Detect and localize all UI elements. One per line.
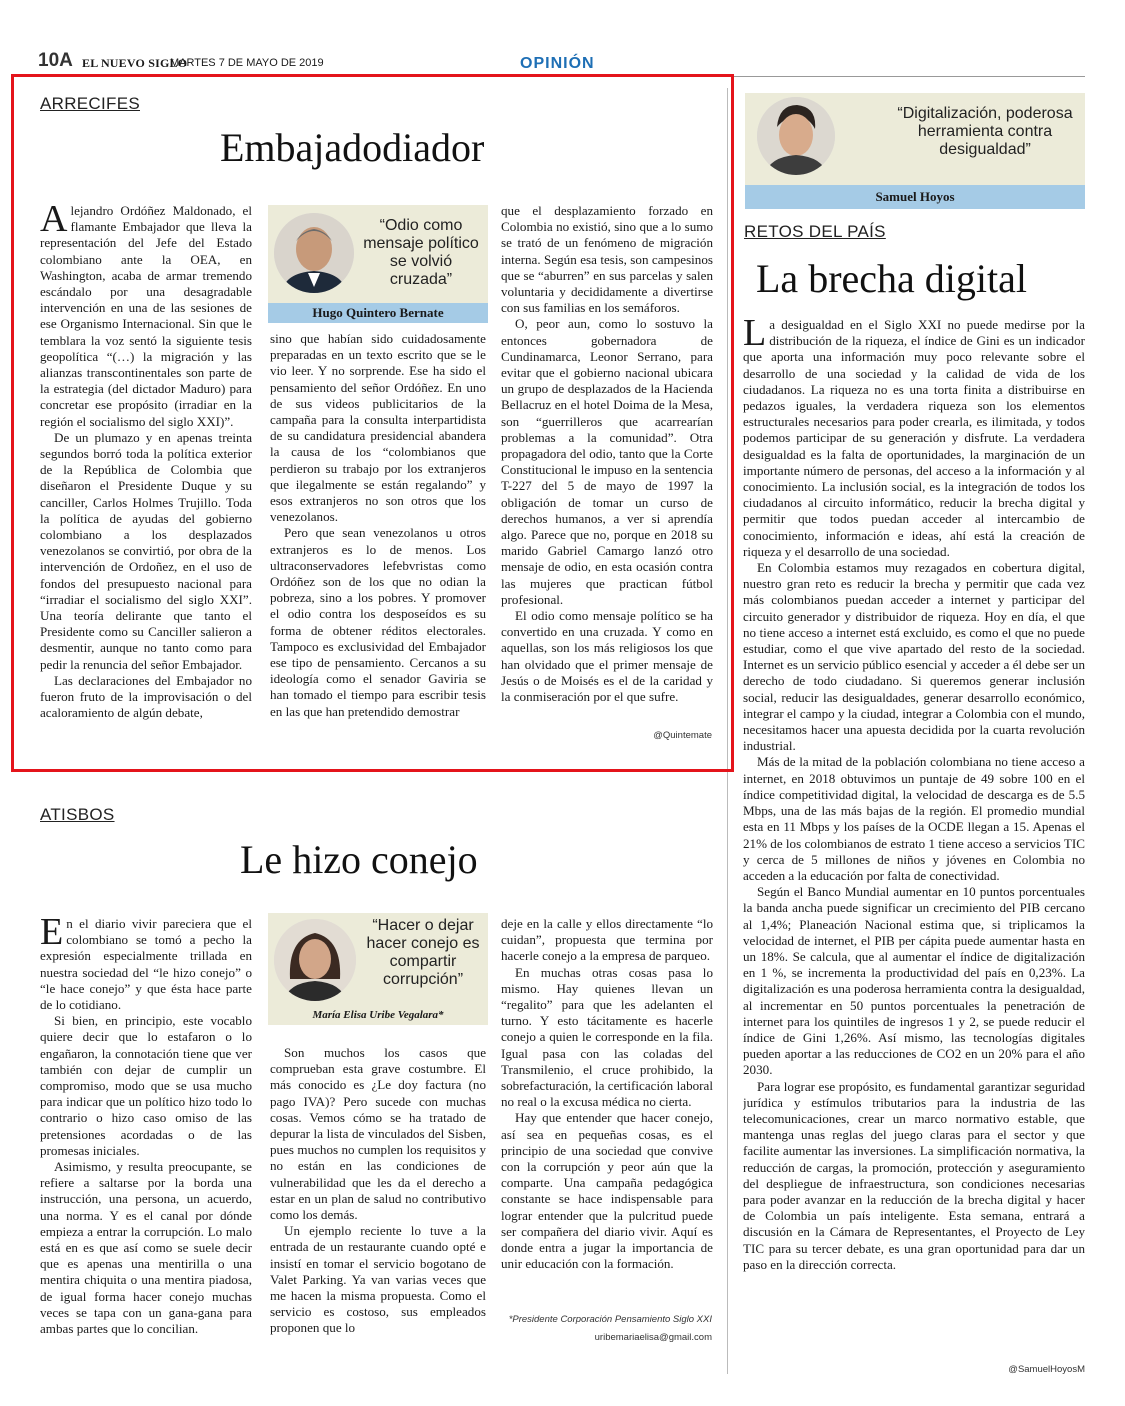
newspaper-name: EL NUEVO SIGLO <box>82 56 188 70</box>
article2-quote-box <box>268 913 488 1025</box>
article1-kicker: ARRECIFES <box>40 94 140 113</box>
article3-kicker: RETOS DEL PAÍS <box>744 222 886 241</box>
article3-signature: @SamuelHoyosM <box>1008 1364 1085 1375</box>
article2-col1: En el diario vivir pareciera que el colombiano se tomó a pecho la expresión especialmente trillada en nuestra sociedad del “le hizo conejo” o “le hace conejo” y que ésta hace parte de lo cotidiano. Si bien, en principio, este vocablo quiere decir que lo estafaron o lo engañaron, la connotación tiene que ver también con dejar de cumplir un compromiso, modo que se usa mucho para indicar que un político hizo todo lo contrario o hizo caso omiso de las pretensiones acordadas o de las promesas iniciales. Asimismo, y resulta preocupante, se refiere a saltarse por la borda una instrucción, una persona, un acuerdo, una norma. Y es el canal por dónde empieza a entrar la corrupción. Lo malo está en es que así como se suele decir que es apenas una mentirilla o una mentira chiquita o una mentira piadosa, de igual forma hacer conejo muchas veces se tapa con un gana-gana para ambas partes que lo concilian. <box>40 916 252 1337</box>
issue-date: MARTES 7 DE MAYO DE 2019 <box>170 57 324 69</box>
article2-footnote: *Presidente Corporación Pensamiento Siglo XXI <box>508 1314 712 1325</box>
article2-title: Le hizo conejo <box>240 837 478 882</box>
article1-col2: sino que habían sido cuidadosamente preparadas en un texto escrito que se le vio leer. Y no sorprende. Ese ha sido el pensamiento del señor Ordóñez. En uno de sus videos publicitarios de la campaña para la consulta interpartidista de su candidatura presidencial abandera la causa de los “colombianos que perdieron su trabajo por los extranjeros que ilegalmente se están regalando” y esos extranjeros no son otros que los venezolanos. Pero que sean venezolanos u otros extranjeros es lo de menos. Los ultraconservadores lefebvristas como Ordóñez son de los que no odian la pobreza, sino a los pobres. Y promover el odio contra los desposeídos es su forma de obtener réditos electorales. Tampoco es exclusividad del Embajador ese tipo de pensamiento. Cercanos a su ideología como el senador Gaviria se han tomado el tiempo para escribir tesis en las que han pretendido demostrar <box>270 331 486 719</box>
article1-col1: Alejandro Ordóñez Maldonado, el flamante Embajador que lleva la representación del Jefe del Estado colombiano ante la OEA, en Washington, acaba de armar tremendo escándalo por una desagradable intervención en una de las sesiones de ese Organismo Internacional. Sin que le temblara la voz sentó la siguiente tesis geopolítica “(…) la migración y las alianzas transcontinentales son parte de la estrategia (del dictador Maduro) para concretar ese propósito (irradiar en la región el socialismo del siglo XXI)”. De un plumazo y en apenas treinta segundos borró toda la política exterior de la República de Colombia que diseñaron el Presidente Duque y su canciller, Carlos Holmes Trujillo. Toda la política de ayudas del gobierno colombiano a los desplazados venezolanos se convirtió, por obra de la intervención de Ordoñez, en el uso de fondos del presupuesto nacional para “irradiar el socialismo del siglo XXI”. Una teoría delirante que tanto el Presidente como su Canciller salieron a desmentir, aunque no tanto como para pedir la renuncia del señor Embajador. Las declaraciones del Embajador no fueron fruto de la improvisación o del acaloramiento de algún debate, <box>40 203 252 721</box>
article3-author: Samuel Hoyos <box>745 185 1085 209</box>
page-number: 10A <box>38 50 73 71</box>
article3-dropcap: L <box>743 317 767 354</box>
article2-col2: Son muchos los casos que comprueban esta grave costumbre. El más conocido es ¿Le doy factura (no pago IVA)? Pero sucede con muchas cosas. Vemos cómo se ha tratado de depurar la lista de vinculados del Sisben, pues muchos no cumplen los requisitos y no están en las condiciones de vulnerabilidad que les da el derecho a estar en un plan de salud no contributivo como los demás. Un ejemplo reciente lo tuve a la entrada de un restaurante cuando opté e insistí en tomar el servicio bogotano de Valet Parking. Ya van varias veces que me hacen la misma propuesta. Como el servicio es costoso, sus empleados proponen que lo <box>270 1045 486 1336</box>
article2-kicker: ATISBOS <box>40 805 115 824</box>
author-photo <box>757 97 835 175</box>
article3-title: La brecha digital <box>756 256 1027 301</box>
article2-dropcap: E <box>40 916 64 953</box>
article2-signature: uribemariaelisa@gmail.com <box>594 1332 712 1343</box>
article3-quote-box <box>745 93 1085 209</box>
article1-quote-box <box>268 205 488 323</box>
article3-pull-quote: “Digitalización, poderosa herramienta contra desigualdad” <box>897 105 1073 158</box>
article1-author: Hugo Quintero Bernate <box>268 303 488 323</box>
author-photo <box>274 213 354 293</box>
article3-body: La desigualdad en el Siglo XXI no puede medirse por la distribución de la riqueza, el índice de Gini es un indicador que aporta una información muy poco relevante sobre el desarrollo de una sociedad y la calidad de vida de los ciudadanos. La riqueza no es una torta finita a distribuirse en pedazos iguales, la verdadera riqueza son los elementos estructurales necesarios para poder crearla, es ilimitada, y todos podemos participar de su generación y disfrute. La verdadera desigualdad es la falta de oportunidades, la marginación de un importante número de personas, del acceso a la información y al conocimiento. La inclusión social, es la integración de todos los ciudadanos al circuito informático, reducir la brecha digital y permitir que todos puedan acceder al intercambio de conocimiento, información e ideas, ahí está la creación de riqueza y el desarrollo de una sociedad. En Colombia estamos muy rezagados en cobertura digital, nuestro gran reto es reducir la brecha y permitir que cada vez más colombianos puedan acceder a internet y participar del circuito generador y distribuidor de riqueza. Hoy en día, el que no tiene acceso a internet está excluido, es como el que no puede estudiar, como el que vive apartado del resto de la sociedad. Internet es un servicio público esencial y acceder a él debe ser un derecho de todo ciudadano. Si queremos generar inclusión social, reducir las desigualdades, generar desarrollo económico, integrar el campo y la ciudad, integrar a Colombia con el mundo, necesitamos hacer una apuesta decidida por la cuarta revolución industrial. Más de la mitad de la población colombiana no tiene acceso a internet, en 2018 obtuvimos un puntaje de 49 sobre 100 en el índice competitividad digital, la velocidad de descarga es de 5.5 Mbps, una de las más bajas de la región. El promedio mundial esta en 11 Mbps y los países de la OCDE llegan a 15. Apenas el 21% de los colombianos de estrato 1 tiene acceso a servicios TIC y cerca de 5 millones de niños y jóvenes en Colombia no acceden a la educación por falta de conectividad. Según el Banco Mundial aumentar en 10 puntos porcentuales la banda ancha puede significar un crecimiento del PIB cercano al 1,4%; Planeación Nacional estima que, si triplicamos la velocidad de internet, el PIB per cápita puede aumentar hasta en un 18%. Se calcula, que al aumentar el índice de digitalización en 1 %, se incrementa la productividad del país en 0,23%. La digitalización es una poderosa herramienta contra la desigualdad, al incrementar en 50 puntos porcentuales la penetración de internet para los quintiles de ingresos 1 y 2, se puede reducir el índice de Gini 1,26%. Así mismo, las tecnologías digitales pueden aportar a las reducciones de CO2 en un 20% para el año 2030. Para lograr ese propósito, es fundamental garantizar seguridad jurídica y estímulos tributarios para la industria de las telecomunicaciones, crear un marco normativo estable, que mantenga unas reglas del juego claras para el sector y que facilite aumentar las inversiones. La simplificación normativa, la reducción de cargas, la promoción, protección y aseguramiento del despliegue de infraestructura, son condiciones necesarias para poder avanzar en la reducción de la brecha digital y hacer de Colombia un país inteligente. Esta semana, entrará a discusión en la Cámara de Representantes, el Proyecto de Ley TIC para su tercer debate, es una gran oportunidad para dar un paso en la dirección correcta. <box>743 317 1085 1272</box>
article2-pull-quote: “Hacer o dejar hacer conejo es compartir corrupción” <box>366 917 480 988</box>
article1-signature: @Quintemate <box>653 730 712 741</box>
article1-title: Embajadodiador <box>220 125 485 170</box>
author-photo <box>274 919 356 1001</box>
article1-col3: que el desplazamiento forzado en Colombia no existió, sino que a lo sumo se trató de un fenómeno de migración interna. Según esa tesis, son campesinos que se “aburren” en sus parcelas y salen voluntaria y decididamente a divertirse con sus familias en los semáforos. O, peor aun, como lo sostuvo la entonces gobernadora de Cundinamarca, Leonor Serrano, para evitar que el gobierno nacional ubicara un grupo de desplazados de la Hacienda Bellacruz en el hotel Doima de la Mesa, son “guerrilleros que acarrearían problemas a la comunidad”. Otra propagadora del odio, tanto que la Corte Constitucional le impuso en la sentencia T-227 del 5 de mayo de 1997 la obligación de tomar un curso de derechos humanos, a ver si aprendía algo. Parece que no, porque en 2018 su marido Gabriel Camargo lanzó otro mensaje de odio, en esta ocasión contra las mujeres que practican fútbol profesional. El odio como mensaje político se ha convertido en una cruzada. Y como en aquellas, son los más religiosos los que han olvidado que el primer mensaje de Jesús o de Moisés es el de la caridad y la conmiseración por el que sufre. <box>501 203 713 705</box>
article2-col3: deje en la calle y ellos directamente “lo cuidan”, propuesta que termina por hacerle conejo a la empresa de parqueo. En muchas otras cosas pasa lo mismo. Hay quienes llevan un “regalito” para que les adelanten el turno. Y esto tácitamente es hacerle conejo a quien le corresponde en la fila. Igual pasa con las coladas del Transmilenio, el cruce prohibido, la sobrefacturación, la certificación laboral no real o la excusa médica no cierta. Hay que entender que hacer conejo, así sea en pequeñas cosas, es el principio de una sociedad que convive con la corrupción y peor aún que la comparte. Una campaña pedagógica constante se hace indispensable para lograr entender que la pulcritud puede ser compañera del diario vivir. Aquí es donde entra a jugar la importancia de unir educación con la formación. <box>501 916 713 1272</box>
article1-dropcap: A <box>40 203 68 240</box>
article1-pull-quote: “Odio como mensaje político se volvió cruzada” <box>363 217 479 288</box>
article2-author: María Elisa Uribe Vegalara* <box>312 1009 444 1021</box>
section-title: OPINIÓN <box>520 55 595 72</box>
